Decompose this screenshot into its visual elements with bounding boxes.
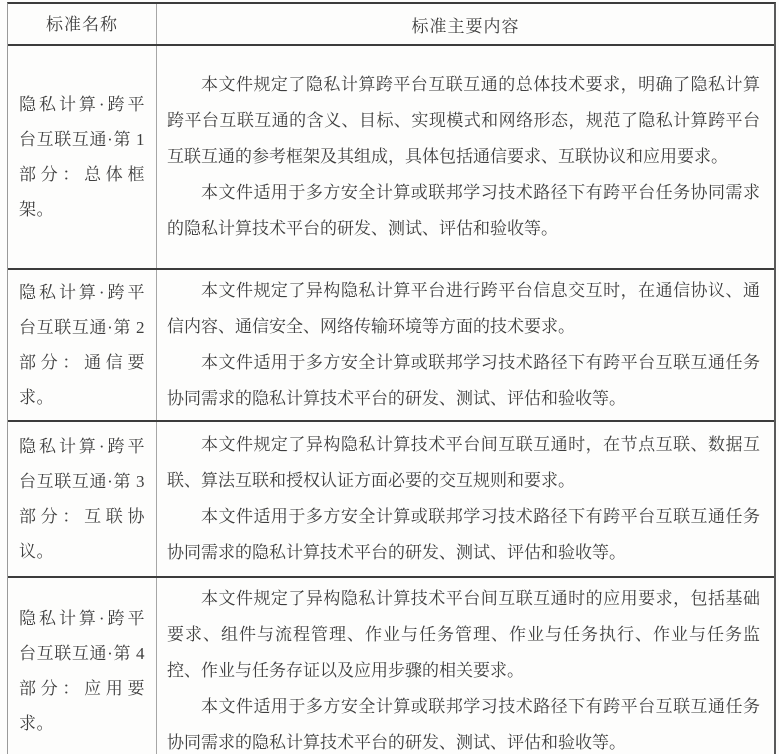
standard-content-part1 xyxy=(157,46,774,268)
header-standard-name: 标准名称 xyxy=(8,4,157,44)
standard-content-part4 xyxy=(157,578,774,754)
standard-name-text: 隐私计算·跨平台互联互通·第 2 部分：通信要求。 xyxy=(19,283,145,407)
standards-table xyxy=(7,2,776,754)
standard-name-part2 xyxy=(8,270,157,420)
content-paragraph: 本文件适用于多方安全计算或联邦学习技术路径下有跨平台任务协同需求的隐私计算技术平台的研发、测试、评估和验收等。 xyxy=(167,183,760,238)
table-row-part2 xyxy=(8,270,774,422)
standard-content-part2 xyxy=(157,270,774,420)
table-row-part1 xyxy=(8,46,774,270)
content-paragraph: 本文件适用于多方安全计算或联邦学习技术路径下有跨平台互联互通任务协同需求的隐私计算技术平台的研发、测试、评估和验收等。 xyxy=(167,697,760,752)
header-standard-content: 标准主要内容 xyxy=(411,16,520,36)
content-paragraph: 本文件适用于多方安全计算或联邦学习技术路径下有跨平台互联互通任务协同需求的隐私计算技术平台的研发、测试、评估和验收等。 xyxy=(167,353,760,408)
standard-name-text: 隐私计算·跨平台互联互通·第 3 部分：互联协议。 xyxy=(19,437,145,561)
table-row-part4 xyxy=(8,578,774,754)
content-paragraph: 本文件规定了异构隐私计算平台进行跨平台信息交互时，在通信协议、通信内容、通信安全、网络传输环境等方面的技术要求。 xyxy=(167,281,760,336)
content-paragraph: 本文件规定了异构隐私计算技术平台间互联互通时，在节点互联、数据互联、算法互联和授权认证方面必要的交互规则和要求。 xyxy=(167,435,760,490)
content-paragraph: 本文件规定了隐私计算跨平台互联互通的总体技术要求，明确了隐私计算跨平台互联互通的含义、目标、实现模式和网络形态，规范了隐私计算跨平台互联互通的参考框架及其组成，具体包括通信要求、互联协议和应用要求。 xyxy=(167,75,760,166)
standard-name-part3 xyxy=(8,422,157,576)
content-paragraph: 本文件适用于多方安全计算或联邦学习技术路径下有跨平台互联互通任务协同需求的隐私计算技术平台的研发、测试、评估和验收等。 xyxy=(167,507,760,562)
standard-content-part3 xyxy=(157,422,774,576)
table-row-part3 xyxy=(8,422,774,578)
standard-name-text: 隐私计算·跨平台互联互通·第 4 部分：应用要求。 xyxy=(19,609,145,733)
standard-name-part4 xyxy=(8,578,157,754)
content-paragraph: 本文件规定了异构隐私计算技术平台间互联互通时的应用要求，包括基础要求、组件与流程管理、作业与任务管理、作业与任务执行、作业与任务监控、作业与任务存证以及应用步骤的相关要求。 xyxy=(167,589,760,680)
standard-name-part1 xyxy=(8,46,157,268)
standard-name-text: 隐私计算·跨平台互联互通·第 1 部分：总体框架。 xyxy=(19,95,145,219)
table-header-row xyxy=(8,4,774,46)
